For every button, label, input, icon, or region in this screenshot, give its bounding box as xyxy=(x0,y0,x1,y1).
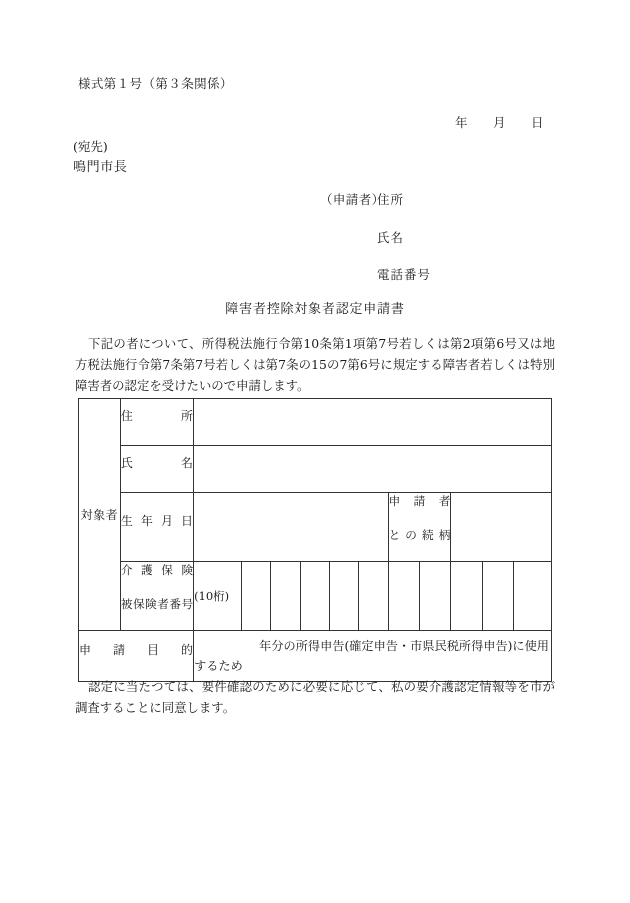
subject-label: 対象者 xyxy=(80,508,119,522)
subject-label-cell xyxy=(79,399,121,631)
consent-paragraph: 認定に当たつては、要件確認のために必要に応じて、私の要介護認定情報等を市が調査することに同意します。 xyxy=(75,679,555,715)
address-label: 住所 xyxy=(120,408,194,423)
applicant-details-table xyxy=(78,398,552,682)
relation-value-cell[interactable] xyxy=(451,493,552,562)
insurance-digit-box-8[interactable] xyxy=(451,562,482,631)
relation-label-line2: との続柄 xyxy=(388,528,451,542)
addressee-name: 鳴門市長 xyxy=(73,160,128,175)
insurance-digit-count-note-cell xyxy=(194,562,242,631)
insurance-digit-box-2[interactable] xyxy=(271,562,300,631)
insurance-digit-box-9[interactable] xyxy=(482,562,513,631)
date-month-label: 月 xyxy=(492,115,506,130)
date-line xyxy=(455,117,543,130)
insurance-digit-box-3[interactable] xyxy=(300,562,329,631)
name-label-cell xyxy=(120,446,193,493)
insurance-digit-box-1[interactable] xyxy=(242,562,271,631)
applicant-label: （申請者） xyxy=(320,192,385,207)
date-day-label: 日 xyxy=(530,115,544,130)
purpose-label-cell xyxy=(79,631,194,682)
insurance-label-line2: 被保険者番号 xyxy=(120,597,194,611)
relation-label-cell xyxy=(388,493,451,562)
applicant-phone-label: 電話番号 xyxy=(377,267,432,282)
table-row-purpose xyxy=(79,631,552,682)
table-row-name xyxy=(79,446,552,493)
birthdate-label-cell xyxy=(120,493,193,562)
document-title: 障害者控除対象者認定申請書 xyxy=(225,302,405,317)
birthdate-label: 生年月日 xyxy=(120,513,194,528)
form-number: 様式第１号（第３条関係） xyxy=(78,76,233,91)
purpose-text-line1: 年分の所得申告(確定申告・市県民税所得申告)に使用 xyxy=(259,639,549,653)
relation-label-line1: 申請者 xyxy=(388,494,451,508)
purpose-text-line2: するため xyxy=(194,659,243,673)
insurance-digit-box-6[interactable] xyxy=(388,562,419,631)
addressee-label: (宛先) xyxy=(73,139,108,154)
applicant-address-label: 住所 xyxy=(377,192,405,207)
name-label: 氏名 xyxy=(120,455,194,470)
insurance-digit-box-10[interactable] xyxy=(514,562,552,631)
birthdate-value-cell[interactable] xyxy=(194,493,389,562)
insurance-label-cell xyxy=(120,562,193,631)
insurance-digit-box-5[interactable] xyxy=(359,562,388,631)
table-row-insurance-number xyxy=(79,562,552,631)
insurance-digit-box-4[interactable] xyxy=(330,562,359,631)
body-paragraph: 下記の者について、所得税法施行令第10条第1項第7号若しくは第2項第6号又は地方税法施行令第7条第7号若しくは第7条の15の7第6号に規定する障害者若しくは特別障害者の認定を受けたいので申請します。 xyxy=(75,336,555,393)
insurance-digit-count-note: (10桁) xyxy=(194,589,230,603)
table-row-address xyxy=(79,399,552,446)
name-value-cell[interactable] xyxy=(194,446,552,493)
address-label-cell xyxy=(120,399,193,446)
table-row-birthdate xyxy=(79,493,552,562)
applicant-name-label: 氏名 xyxy=(377,230,405,245)
date-year-label: 年 xyxy=(455,115,468,130)
address-value-cell[interactable] xyxy=(194,399,552,446)
insurance-label-line1: 介護保険 xyxy=(120,563,194,577)
insurance-digit-box-7[interactable] xyxy=(419,562,450,631)
purpose-value-cell[interactable] xyxy=(194,631,552,682)
purpose-label: 申請目的 xyxy=(79,642,194,657)
